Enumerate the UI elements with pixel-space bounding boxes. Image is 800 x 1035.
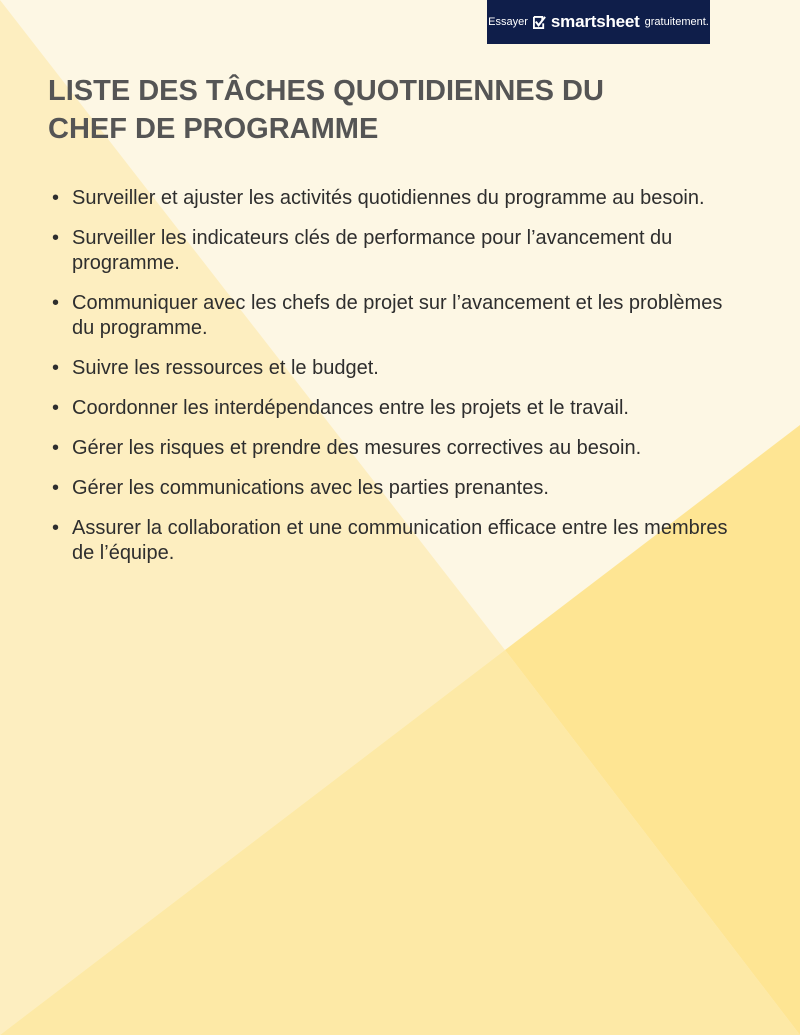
task-text: Gérer les risques et prendre des mesures correctives au besoin. <box>72 437 642 459</box>
page-title-line-1: LISTE DES TÂCHES QUOTIDIENNES DU <box>48 75 604 107</box>
task-list <box>48 186 738 581</box>
task-text: Assurer la collaboration et une communication efficace entre les membres de l’équipe. <box>72 517 728 564</box>
task-item <box>48 226 738 276</box>
task-text: Coordonner les interdépendances entre les projets et le travail. <box>72 397 629 419</box>
task-item <box>48 396 738 421</box>
task-text: Suivre les ressources et le budget. <box>72 357 379 379</box>
task-text: Surveiller et ajuster les activités quotidiennes du programme au besoin. <box>72 187 705 209</box>
page-title <box>48 72 688 148</box>
bullet-icon: • <box>52 397 60 419</box>
bullet-icon: • <box>52 227 60 249</box>
task-text: Communiquer avec les chefs de projet sur l’avancement et les problèmes du programme. <box>72 292 723 339</box>
banner-prefix: Essayer <box>488 16 528 28</box>
bullet-icon: • <box>52 477 60 499</box>
task-item <box>48 516 738 566</box>
task-item <box>48 186 738 211</box>
page-title-line-2: CHEF DE PROGRAMME <box>48 113 379 145</box>
task-text: Gérer les communications avec les parties prenantes. <box>72 477 549 499</box>
bullet-icon: • <box>52 292 60 314</box>
bullet-icon: • <box>52 357 60 379</box>
bullet-icon: • <box>52 437 60 459</box>
bullet-icon: • <box>52 187 60 209</box>
task-item <box>48 356 738 381</box>
smartsheet-trial-banner[interactable] <box>487 0 710 44</box>
banner-suffix: gratuitement. <box>644 16 709 28</box>
task-item <box>48 291 738 341</box>
banner-brand: smartsheet <box>550 12 640 31</box>
bullet-icon: • <box>52 517 60 539</box>
task-item <box>48 436 738 461</box>
task-text: Surveiller les indicateurs clés de performance pour l’avancement du programme. <box>72 227 673 274</box>
smartsheet-check-icon <box>533 16 546 29</box>
task-item <box>48 476 738 501</box>
